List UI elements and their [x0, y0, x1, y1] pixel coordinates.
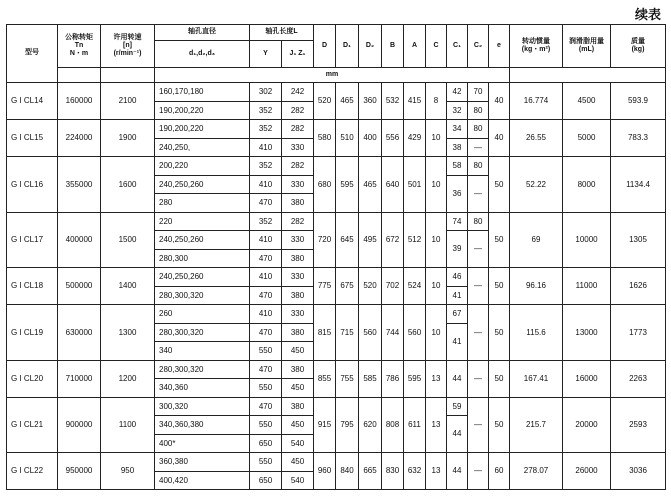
length-y-cell: 352	[250, 157, 282, 176]
dim-d2-cell: 495	[359, 212, 382, 268]
inertia-cell: 115.6	[510, 305, 563, 361]
mass-cell: 593.9	[611, 83, 666, 120]
inertia-cell: 167.41	[510, 360, 563, 397]
bore-cell: 190,200,220	[155, 120, 250, 139]
header-length-group: 轴孔长度L	[250, 25, 314, 41]
dim-c1-cell: 44	[447, 453, 468, 490]
grease-cell: 5000	[563, 120, 611, 157]
header-blank-torque	[58, 68, 101, 83]
torque-cell: 160000	[58, 83, 101, 120]
dim-d-cell: 720	[314, 212, 336, 268]
dim-c1-cell: 38	[447, 138, 468, 157]
table-row	[7, 120, 666, 139]
model-cell: G I CL19	[7, 305, 58, 361]
grease-cell: 8000	[563, 157, 611, 213]
bore-cell: 190,200,220	[155, 101, 250, 120]
speed-cell: 1600	[101, 157, 155, 213]
coupling-spec-table	[6, 24, 666, 490]
header-D1: D₁	[336, 25, 359, 68]
header-blank-speed	[101, 68, 155, 83]
dim-d-cell: 915	[314, 397, 336, 453]
mass-cell: 1305	[611, 212, 666, 268]
length-j-cell: 282	[282, 120, 314, 139]
dim-c1-cell: 41	[447, 323, 468, 360]
bore-cell: 360,380	[155, 453, 250, 472]
bore-cell: 240,250,	[155, 138, 250, 157]
bore-cell: 300,320	[155, 397, 250, 416]
dim-c2-cell: —	[468, 453, 489, 490]
length-y-cell: 650	[250, 434, 282, 453]
header-C1: C₁	[447, 25, 468, 68]
model-cell: G I CL14	[7, 83, 58, 120]
torque-cell: 630000	[58, 305, 101, 361]
speed-cell: 1400	[101, 268, 155, 305]
length-y-cell: 410	[250, 305, 282, 324]
dim-c-cell: 10	[426, 212, 447, 268]
bore-cell: 240,250,260	[155, 175, 250, 194]
length-j-cell: 380	[282, 397, 314, 416]
dim-c-cell: 13	[426, 360, 447, 397]
length-y-cell: 352	[250, 101, 282, 120]
dim-c1-cell: 41	[447, 286, 468, 305]
dim-c-cell: 13	[426, 397, 447, 453]
mass-cell: 783.3	[611, 120, 666, 157]
model-cell: G I CL21	[7, 397, 58, 453]
length-j-cell: 380	[282, 194, 314, 213]
dim-d1-cell: 465	[336, 83, 359, 120]
inertia-cell: 215.7	[510, 397, 563, 453]
bore-cell: 280,300,320	[155, 360, 250, 379]
length-y-cell: 410	[250, 138, 282, 157]
dim-c2-cell: 80	[468, 101, 489, 120]
header-inertia: 转动惯量 (kg・m²)	[510, 25, 563, 68]
dim-c2-cell: —	[468, 231, 489, 268]
dim-e-cell: 50	[489, 157, 510, 213]
length-y-cell: 650	[250, 471, 282, 490]
grease-cell: 16000	[563, 360, 611, 397]
length-y-cell: 470	[250, 249, 282, 268]
length-j-cell: 242	[282, 83, 314, 102]
dim-d2-cell: 400	[359, 120, 382, 157]
inertia-cell: 52.22	[510, 157, 563, 213]
model-cell: G I CL17	[7, 212, 58, 268]
dim-c1-cell: 44	[447, 416, 468, 453]
dim-c-cell: 10	[426, 305, 447, 361]
header-blank-right	[510, 68, 666, 83]
length-y-cell: 550	[250, 453, 282, 472]
length-j-cell: 450	[282, 416, 314, 435]
torque-cell: 400000	[58, 212, 101, 268]
dim-c2-cell: —	[468, 305, 489, 361]
length-y-cell: 470	[250, 360, 282, 379]
bore-cell: 220	[155, 212, 250, 231]
dim-b-cell: 532	[382, 83, 404, 120]
mass-cell: 2263	[611, 360, 666, 397]
grease-cell: 10000	[563, 212, 611, 268]
header-model: 型号	[7, 25, 58, 83]
bore-cell: 260	[155, 305, 250, 324]
header-speed: 许用转速 [n] (r/min⁻¹)	[101, 25, 155, 68]
table-row	[7, 268, 666, 287]
dim-c2-cell: —	[468, 175, 489, 212]
model-cell: G I CL15	[7, 120, 58, 157]
header-len-y: Y	[250, 41, 282, 68]
header-C: C	[426, 25, 447, 68]
bore-cell: 240,250,260	[155, 268, 250, 287]
length-y-cell: 470	[250, 323, 282, 342]
dim-a-cell: 429	[404, 120, 426, 157]
dim-c2-cell: —	[468, 268, 489, 305]
length-j-cell: 450	[282, 379, 314, 398]
header-D: D	[314, 25, 336, 68]
dim-d2-cell: 520	[359, 268, 382, 305]
dim-d1-cell: 715	[336, 305, 359, 361]
table-row	[7, 305, 666, 324]
header-len-j: J₁ Z₁	[282, 41, 314, 68]
dim-b-cell: 808	[382, 397, 404, 453]
grease-cell: 20000	[563, 397, 611, 453]
dim-d-cell: 960	[314, 453, 336, 490]
dim-d2-cell: 620	[359, 397, 382, 453]
dim-e-cell: 50	[489, 212, 510, 268]
dim-c1-cell: 32	[447, 101, 468, 120]
header-mass: 质量 (kg)	[611, 25, 666, 68]
dim-b-cell: 786	[382, 360, 404, 397]
dim-c1-cell: 58	[447, 157, 468, 176]
torque-cell: 710000	[58, 360, 101, 397]
table-row	[7, 397, 666, 416]
length-y-cell: 550	[250, 416, 282, 435]
bore-cell: 280,300,320	[155, 286, 250, 305]
grease-cell: 13000	[563, 305, 611, 361]
inertia-cell: 16.774	[510, 83, 563, 120]
bore-cell: 400*	[155, 434, 250, 453]
dim-c1-cell: 42	[447, 83, 468, 102]
length-y-cell: 302	[250, 83, 282, 102]
table-row	[7, 212, 666, 231]
header-e: e	[489, 25, 510, 68]
dim-b-cell: 702	[382, 268, 404, 305]
length-j-cell: 330	[282, 305, 314, 324]
dim-d-cell: 680	[314, 157, 336, 213]
dim-a-cell: 415	[404, 83, 426, 120]
speed-cell: 950	[101, 453, 155, 490]
dim-a-cell: 611	[404, 397, 426, 453]
length-j-cell: 450	[282, 453, 314, 472]
torque-cell: 900000	[58, 397, 101, 453]
dim-c1-cell: 44	[447, 360, 468, 397]
grease-cell: 11000	[563, 268, 611, 305]
dim-b-cell: 556	[382, 120, 404, 157]
dim-c1-cell: 34	[447, 120, 468, 139]
inertia-cell: 69	[510, 212, 563, 268]
speed-cell: 1200	[101, 360, 155, 397]
length-y-cell: 410	[250, 175, 282, 194]
bore-cell: 400,420	[155, 471, 250, 490]
dim-c-cell: 13	[426, 453, 447, 490]
length-j-cell: 380	[282, 323, 314, 342]
dim-c-cell: 10	[426, 120, 447, 157]
dim-c1-cell: 39	[447, 231, 468, 268]
header-torque: 公称转矩 Tn N・m	[58, 25, 101, 68]
dim-d1-cell: 795	[336, 397, 359, 453]
header-D2: D₂	[359, 25, 382, 68]
length-y-cell: 550	[250, 379, 282, 398]
length-j-cell: 380	[282, 360, 314, 379]
length-y-cell: 352	[250, 212, 282, 231]
length-j-cell: 540	[282, 434, 314, 453]
dim-a-cell: 595	[404, 360, 426, 397]
mass-cell: 1134.4	[611, 157, 666, 213]
dim-d1-cell: 595	[336, 157, 359, 213]
header-B: B	[382, 25, 404, 68]
header-bore-sub: d₁,d₂,d₃	[155, 41, 250, 68]
length-j-cell: 540	[282, 471, 314, 490]
dim-d-cell: 775	[314, 268, 336, 305]
model-cell: G I CL20	[7, 360, 58, 397]
table-row	[7, 157, 666, 176]
length-j-cell: 450	[282, 342, 314, 361]
bore-cell: 280,300	[155, 249, 250, 268]
header-bore-group: 轴孔直径	[155, 25, 250, 41]
torque-cell: 224000	[58, 120, 101, 157]
grease-cell: 4500	[563, 83, 611, 120]
length-y-cell: 410	[250, 231, 282, 250]
dim-c-cell: 10	[426, 157, 447, 213]
dim-c1-cell: 74	[447, 212, 468, 231]
bore-cell: 340	[155, 342, 250, 361]
length-j-cell: 282	[282, 212, 314, 231]
dim-a-cell: 524	[404, 268, 426, 305]
length-j-cell: 282	[282, 157, 314, 176]
dim-c2-cell: —	[468, 397, 489, 453]
dim-c2-cell: 70	[468, 83, 489, 102]
length-y-cell: 470	[250, 397, 282, 416]
length-j-cell: 330	[282, 231, 314, 250]
dim-c1-cell: 46	[447, 268, 468, 287]
mass-cell: 1773	[611, 305, 666, 361]
dim-c2-cell: —	[468, 360, 489, 397]
dim-d-cell: 520	[314, 83, 336, 120]
torque-cell: 500000	[58, 268, 101, 305]
dim-b-cell: 640	[382, 157, 404, 213]
bore-cell: 200,220	[155, 157, 250, 176]
dim-d-cell: 580	[314, 120, 336, 157]
dim-b-cell: 744	[382, 305, 404, 361]
length-j-cell: 330	[282, 268, 314, 287]
model-cell: G I CL16	[7, 157, 58, 213]
dim-d1-cell: 510	[336, 120, 359, 157]
bore-cell: 160,170,180	[155, 83, 250, 102]
table-row	[7, 83, 666, 102]
table-body	[7, 83, 666, 490]
bore-cell: 340,360,380	[155, 416, 250, 435]
length-j-cell: 330	[282, 138, 314, 157]
dim-c2-cell: 80	[468, 212, 489, 231]
dim-c1-cell: 36	[447, 175, 468, 212]
inertia-cell: 26.55	[510, 120, 563, 157]
bore-cell: 280	[155, 194, 250, 213]
length-j-cell: 380	[282, 249, 314, 268]
dim-e-cell: 60	[489, 453, 510, 490]
dim-c2-cell: 80	[468, 120, 489, 139]
mass-cell: 1626	[611, 268, 666, 305]
dim-d1-cell: 755	[336, 360, 359, 397]
bore-cell: 240,250,260	[155, 231, 250, 250]
length-j-cell: 380	[282, 286, 314, 305]
model-cell: G I CL22	[7, 453, 58, 490]
dim-d2-cell: 560	[359, 305, 382, 361]
mass-cell: 2593	[611, 397, 666, 453]
dim-d1-cell: 840	[336, 453, 359, 490]
continued-label: 续表	[634, 7, 661, 22]
dim-c1-cell: 67	[447, 305, 468, 324]
inertia-cell: 278.07	[510, 453, 563, 490]
dim-a-cell: 560	[404, 305, 426, 361]
dim-d-cell: 855	[314, 360, 336, 397]
dim-d-cell: 815	[314, 305, 336, 361]
length-y-cell: 410	[250, 268, 282, 287]
dim-a-cell: 512	[404, 212, 426, 268]
dim-b-cell: 830	[382, 453, 404, 490]
dim-b-cell: 672	[382, 212, 404, 268]
bore-cell: 280,300,320	[155, 323, 250, 342]
grease-cell: 26000	[563, 453, 611, 490]
header-C2: C₂	[468, 25, 489, 68]
speed-cell: 2100	[101, 83, 155, 120]
dim-e-cell: 50	[489, 268, 510, 305]
dim-d2-cell: 360	[359, 83, 382, 120]
torque-cell: 950000	[58, 453, 101, 490]
dim-c-cell: 8	[426, 83, 447, 120]
table-row	[7, 453, 666, 472]
dim-d2-cell: 585	[359, 360, 382, 397]
length-y-cell: 352	[250, 120, 282, 139]
dim-e-cell: 50	[489, 397, 510, 453]
dim-e-cell: 40	[489, 120, 510, 157]
table-row	[7, 360, 666, 379]
model-cell: G I CL18	[7, 268, 58, 305]
length-j-cell: 282	[282, 101, 314, 120]
length-y-cell: 550	[250, 342, 282, 361]
dim-d2-cell: 465	[359, 157, 382, 213]
dim-d2-cell: 665	[359, 453, 382, 490]
torque-cell: 355000	[58, 157, 101, 213]
length-y-cell: 470	[250, 194, 282, 213]
speed-cell: 1100	[101, 397, 155, 453]
dim-c2-cell: —	[468, 138, 489, 157]
length-j-cell: 330	[282, 175, 314, 194]
speed-cell: 1500	[101, 212, 155, 268]
speed-cell: 1900	[101, 120, 155, 157]
length-y-cell: 470	[250, 286, 282, 305]
dim-e-cell: 50	[489, 305, 510, 361]
header-A: A	[404, 25, 426, 68]
header-mm-unit: mm	[155, 68, 510, 83]
dim-d1-cell: 645	[336, 212, 359, 268]
header-grease: 润滑脂用量 (mL)	[563, 25, 611, 68]
mass-cell: 3036	[611, 453, 666, 490]
speed-cell: 1300	[101, 305, 155, 361]
dim-c2-cell: 80	[468, 157, 489, 176]
bore-cell: 340,360	[155, 379, 250, 398]
dim-d1-cell: 675	[336, 268, 359, 305]
dim-a-cell: 501	[404, 157, 426, 213]
dim-c-cell: 10	[426, 268, 447, 305]
inertia-cell: 96.16	[510, 268, 563, 305]
dim-a-cell: 632	[404, 453, 426, 490]
dim-e-cell: 40	[489, 83, 510, 120]
dim-e-cell: 50	[489, 360, 510, 397]
dim-c1-cell: 59	[447, 397, 468, 416]
